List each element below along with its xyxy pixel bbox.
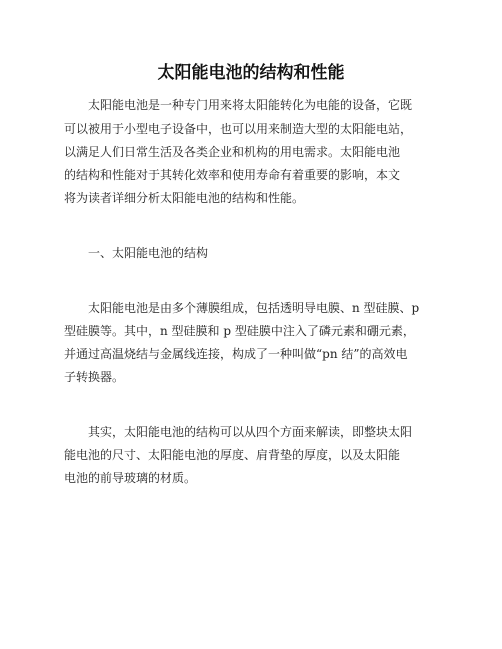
- paragraph-line: 将为读者详细分析太阳能电池的结构和性能。: [64, 191, 305, 205]
- paragraph-line: 其实，太阳能电池的结构可以从四个方面来解读，即整块太阳: [88, 425, 413, 439]
- paragraph-line: 太阳能电池是由多个薄膜组成，包括透明导电膜、n 型硅膜、p: [88, 301, 420, 315]
- document-title: 太阳能电池的结构和性能: [157, 63, 345, 83]
- paragraph-line: 的结构和性能对于其转化效率和使用寿命有着重要的影响，本文: [64, 168, 401, 182]
- paragraph-line: 能电池的尺寸、太阳能电池的厚度、肩背垫的厚度，以及太阳能: [64, 448, 401, 462]
- section-heading: 一、太阳能电池的结构: [88, 246, 209, 260]
- paragraph-line: 型硅膜等。其中，n 型硅膜和 p 型硅膜中注入了磷元素和硼元素，: [64, 324, 415, 338]
- paragraph-line: 可以被用于小型电子设备中，也可以用来制造大型的太阳能电站，: [64, 122, 413, 136]
- paragraph-line: 太阳能电池是一种专门用来将太阳能转化为电能的设备，它既: [88, 98, 413, 112]
- paragraph-line: 以满足人们日常生活及各类企业和机构的用电需求。太阳能电池: [64, 145, 401, 159]
- paragraph-line: 子转换器。: [64, 370, 125, 384]
- paragraph-line: 电池的前导玻璃的材质。: [64, 471, 197, 485]
- paragraph-line: 并通过高温烧结与金属线连接，构成了一种叫做“pn 结”的高效电: [64, 347, 408, 361]
